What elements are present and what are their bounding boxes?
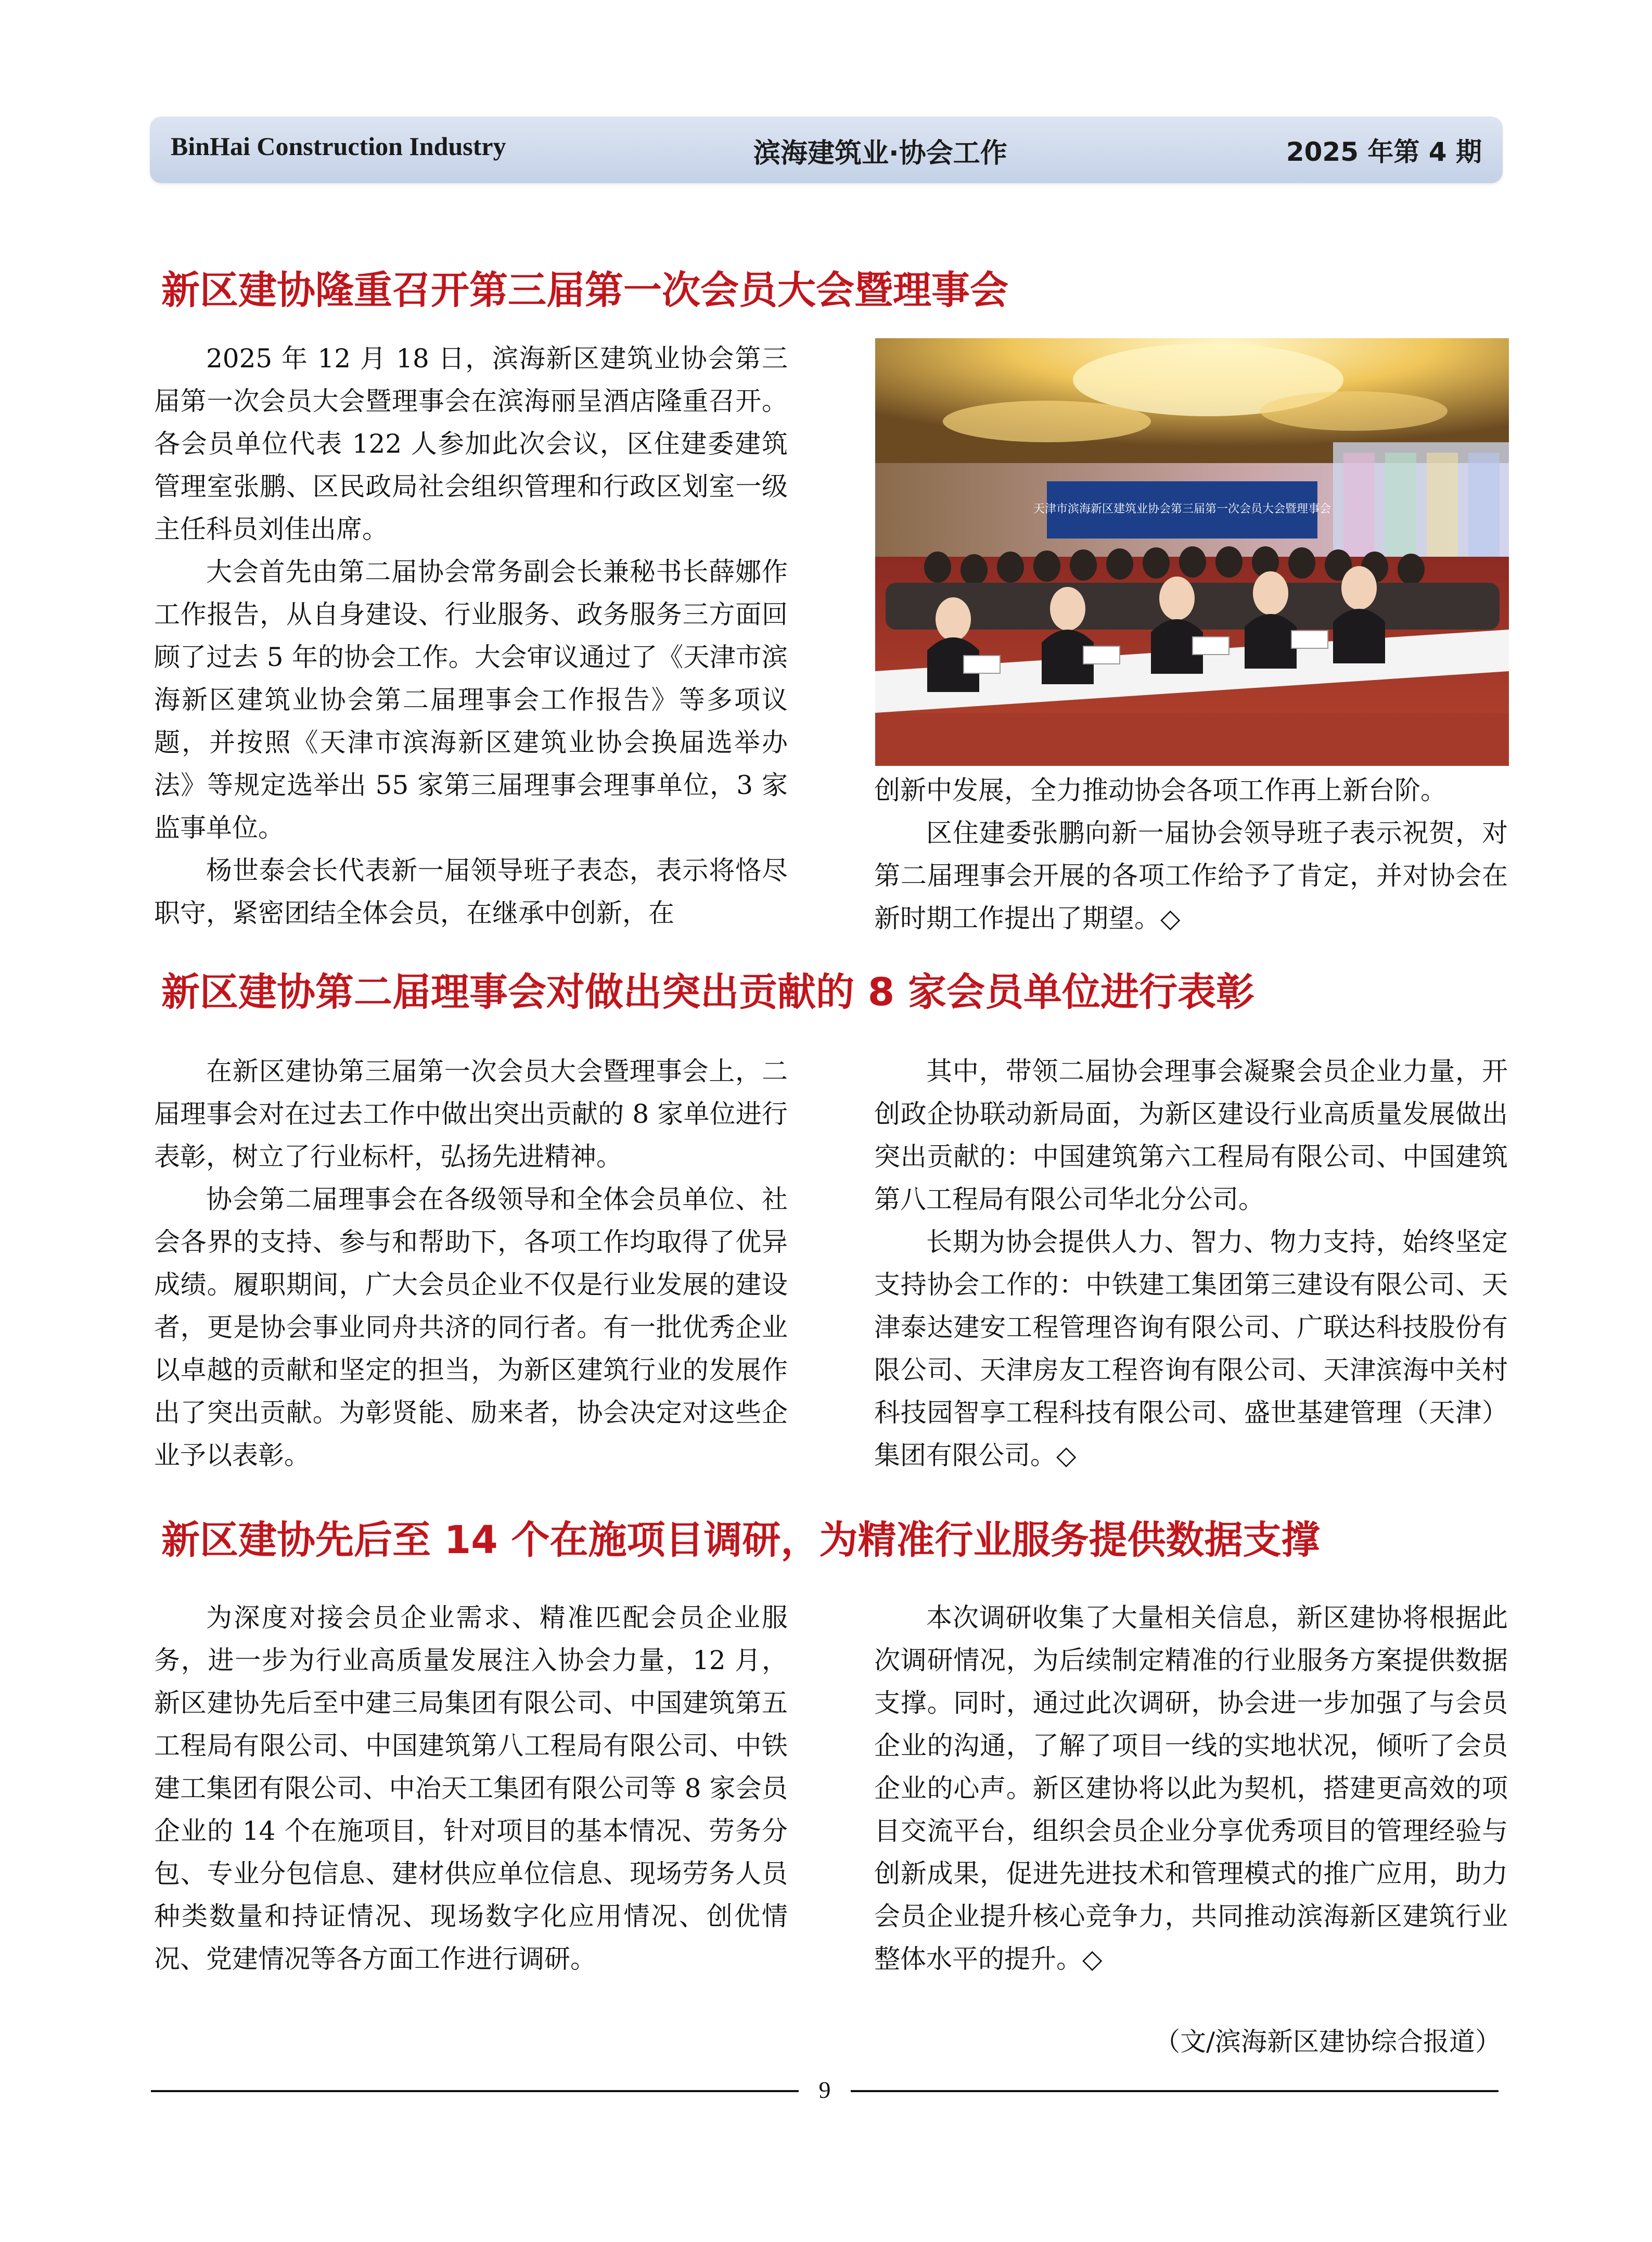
running-header	[150, 117, 1503, 183]
article2-title: 新区建协第二届理事会对做出突出贡献的 8 家会员单位进行表彰	[161, 970, 1255, 1015]
photo-banner-text: 天津市滨海新区建筑业协会第三届第一次会员大会暨理事会	[1033, 503, 1331, 516]
article2-paragraph: 协会第二届理事会在各级领导和全体会员单位、社会各界的支持、参与和帮助下，各项工作均取得了优异成绩。履职期间，广大会员企业不仅是行业发展的建设者，更是协会事业同舟共济的同行者。有一批优秀企业以卓越的贡献和坚定的担当，为新区建筑行业的发展作出了突出贡献。为彰贤能、励来者，协会决定对这些企业予以表彰。	[154, 1184, 788, 1470]
article1-paragraph: 杨世泰会长代表新一届领导班子表态，表示将恪尽职守，紧密团结全体会员，在继承中创新，在	[154, 855, 788, 928]
article3-paragraph: 为深度对接会员企业需求、精准匹配会员企业服务，进一步为行业高质量发展注入协会力量，12 月，新区建协先后至中建三局集团有限公司、中国建筑第五工程局有限公司、中国建筑第八工程局有限公司、中铁建工集团有限公司、中冶天工集团有限公司等 8 家会员企业的 14 个在施项目，针对项目的基本情况、劳务分包、专业分包信息、建材供应单位信息、现场劳务人员种类数量和持证情况、现场数字化应用情况、创优情况、党建情况等各方面工作进行调研。	[154, 1603, 788, 1974]
article1-right-column	[874, 769, 1508, 940]
article2-right-column	[874, 1050, 1508, 1477]
article1-left-column	[154, 337, 788, 934]
article2-left-column	[154, 1050, 788, 1477]
article3-right-column	[874, 1596, 1508, 1980]
article1-paragraph: 创新中发展，全力推动协会各项工作再上新台阶。	[874, 775, 1446, 805]
article1-title: 新区建协隆重召开第三届第一次会员大会暨理事会	[161, 268, 1008, 313]
article2-paragraph: 其中，带领二届协会理事会凝聚会员企业力量，开创政企协联动新局面，为新区建设行业高质量发展做出突出贡献的：中国建筑第六工程局有限公司、中国建筑第八工程局有限公司华北分公司。	[874, 1056, 1508, 1214]
article3-credit: （文/滨海新区建协综合报道）	[1154, 2027, 1501, 2057]
footer-rule-left	[151, 2090, 799, 2092]
page-number: 9	[818, 2077, 831, 2103]
journal-name-en: BinHai Construction Industry	[171, 132, 506, 161]
article2-paragraph: 长期为协会提供人力、智力、物力支持，始终坚定支持协会工作的：中铁建工集团第三建设有限公司、天津泰达建安工程管理咨询有限公司、广联达科技股份有限公司、天津房友工程咨询有限公司、天津滨海中关村科技园智享工程科技有限公司、盛世基建管理（天津）集团有限公司。◇	[874, 1227, 1508, 1470]
footer-rule-right	[851, 2090, 1499, 2092]
article2-paragraph: 在新区建协第三届第一次会员大会暨理事会上，二届理事会对在过去工作中做出突出贡献的 8 家单位进行表彰，树立了行业标杆，弘扬先进精神。	[154, 1056, 788, 1172]
issue-number: 2025 年第 4 期	[1286, 137, 1482, 167]
article3-title: 新区建协先后至 14 个在施项目调研，为精准行业服务提供数据支撑	[161, 1518, 1320, 1562]
article1-paragraph: 区住建委张鹏向新一届协会领导班子表示祝贺，对第二届理事会开展的各项工作给予了肯定，并对协会在新时期工作提出了期望。◇	[874, 818, 1508, 933]
article3-paragraph: 本次调研收集了大量相关信息，新区建协将根据此次调研情况，为后续制定精准的行业服务方案提供数据支撑。同时，通过此次调研，协会进一步加强了与会员企业的沟通，了解了项目一线的实地状况，倾听了会员企业的心声。新区建协将以此为契机，搭建更高效的项目交流平台，组织会员企业分享优秀项目的管理经验与创新成果，促进先进技术和管理模式的推广应用，助力会员企业提升核心竞争力，共同推动滨海新区建筑行业整体水平的提升。◇	[874, 1603, 1508, 1974]
meeting-photo	[875, 338, 1509, 766]
article1-paragraph: 2025 年 12 月 18 日，滨海新区建筑业协会第三届第一次会员大会暨理事会在滨海丽呈酒店隆重召开。各会员单位代表 122 人参加此次会议，区住建委建筑管理室张鹏、区民政局社会组织管理和行政区划室一级主任科员刘佳出席。	[154, 343, 788, 544]
article3-left-column	[154, 1596, 788, 1980]
journal-section: 滨海建筑业·协会工作	[753, 138, 1007, 169]
article1-paragraph: 大会首先由第二届协会常务副会长兼秘书长薛娜作工作报告，从自身建设、行业服务、政务服务三方面回顾了过去 5 年的协会工作。大会审议通过了《天津市滨海新区建筑业协会第二届理事会工作报告》等多项议题，并按照《天津市滨海新区建筑业协会换届选举办法》等规定选举出 55 家第三届理事会理事单位，3 家监事单位。	[154, 557, 788, 843]
